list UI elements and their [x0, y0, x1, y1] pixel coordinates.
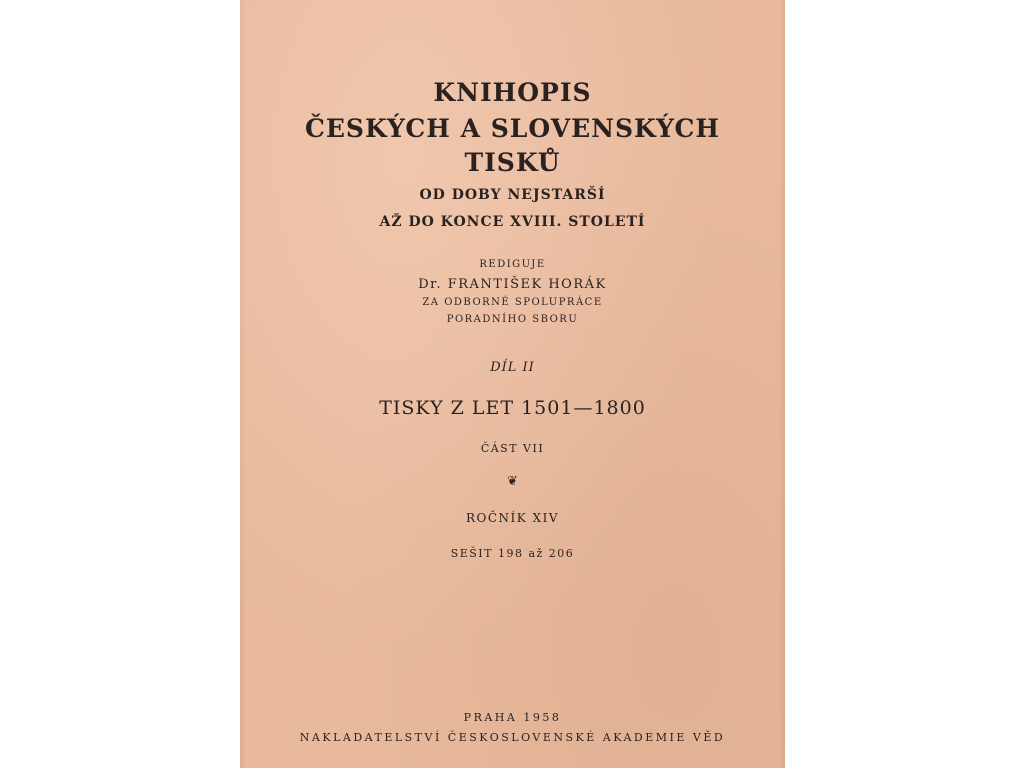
collab-line-1: ZA ODBORNÉ SPOLUPRÁCE: [422, 297, 603, 308]
subtitle-line-2: AŽ DO KONCE XVIII. STOLETÍ: [379, 214, 646, 230]
imprint-place-year: PRAHA 1958: [463, 711, 562, 724]
title-page: [240, 0, 785, 768]
printer-ornament-icon: ❦: [507, 474, 518, 489]
collab-line-2: PORADNÍHO SBORU: [446, 314, 579, 325]
part-number: DÍL II: [490, 360, 535, 375]
title-line-1: KNIHOPIS: [433, 78, 592, 107]
title-line-3: TISKŮ: [464, 148, 561, 177]
issue-range: SEŠIT 198 až 206: [450, 547, 575, 560]
section-number: ČÁST VII: [480, 442, 545, 455]
subtitle-line-1: OD DOBY NEJSTARŠÍ: [419, 187, 606, 203]
volume-number: ROČNÍK XIV: [465, 511, 560, 525]
editor-name: Dr. FRANTIŠEK HORÁK: [418, 277, 607, 292]
years-heading: TISKY Z LET 1501—1800: [379, 397, 646, 419]
title-line-2: ČESKÝCH A SLOVENSKÝCH: [304, 114, 721, 143]
editing-label: REDIGUJE: [479, 259, 546, 270]
imprint-publisher: NAKLADATELSTVÍ ČESKOSLOVENSKÉ AKADEMIE VĚD: [299, 731, 726, 744]
